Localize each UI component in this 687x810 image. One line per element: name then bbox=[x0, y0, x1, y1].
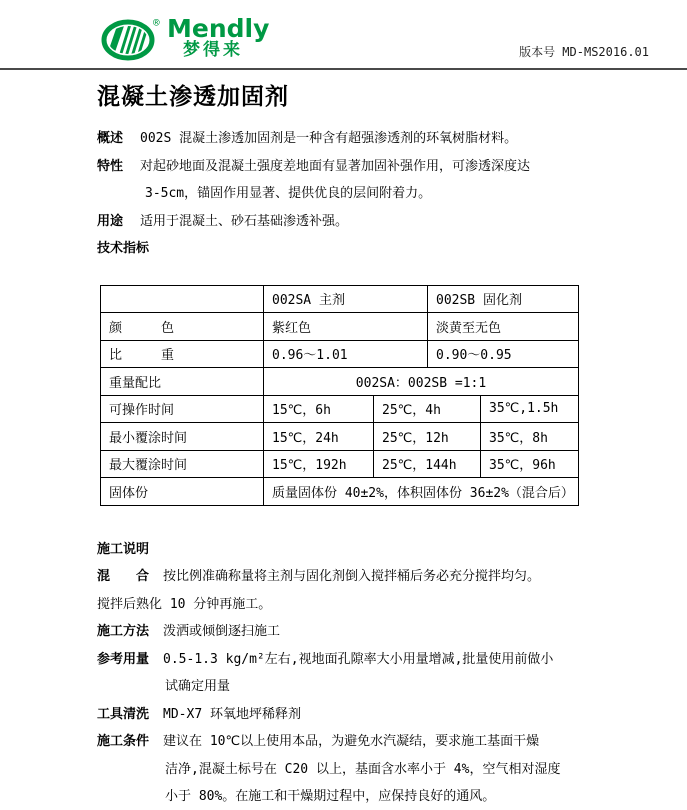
brand-logo bbox=[101, 15, 269, 63]
section-mixing bbox=[97, 563, 687, 591]
gravity-label: 比 重 bbox=[101, 340, 264, 368]
worktime-label: 可操作时间 bbox=[101, 395, 264, 423]
max-recoat-a: 15℃，192h bbox=[264, 450, 374, 478]
ratio-label: 重量配比 bbox=[101, 368, 264, 396]
min-recoat-b: 25℃，12h bbox=[374, 423, 481, 451]
cleaning-text: MD-X7 环氧地坪稀释剂 bbox=[163, 706, 301, 722]
features-label: 特性 bbox=[97, 158, 124, 174]
table-row-color bbox=[101, 313, 579, 341]
usage-label: 用途 bbox=[97, 213, 124, 229]
section-overview bbox=[97, 125, 687, 153]
conditions-text-line2: 洁净,混凝土标号在 C20 以上，基面含水率小于 4%，空气相对湿度 bbox=[165, 761, 561, 777]
overview-text: 002S 混凝土渗透加固剂是一种含有超强渗透剂的环氧树脂材料。 bbox=[140, 131, 518, 146]
method-label: 施工方法 bbox=[97, 624, 150, 639]
section-method bbox=[97, 618, 687, 646]
gravity-b: 0.90～0.95 bbox=[428, 340, 579, 368]
version-number: 版本号 MD-MS2016.01 bbox=[519, 45, 649, 59]
section-conditions bbox=[97, 728, 687, 756]
brand-text bbox=[167, 16, 269, 60]
section-cleaning bbox=[97, 701, 687, 729]
gravity-a: 0.96～1.01 bbox=[264, 340, 428, 368]
mixing-text-line1: 按比例准确称量将主剂与固化剂倒入搅拌桶后务必充分搅拌均匀。 bbox=[163, 569, 541, 584]
method-text: 泼洒或倾倒逐扫施工 bbox=[163, 624, 281, 639]
section-features bbox=[97, 153, 687, 181]
conditions-text-line3: 小于 80%。在施工和干燥期过程中，应保持良好的通风。 bbox=[165, 789, 496, 804]
section-dosage bbox=[97, 646, 687, 674]
max-recoat-b: 25℃，144h bbox=[374, 450, 481, 478]
overview-label: 概述 bbox=[97, 131, 124, 146]
mixing-text-line2: 搅拌后熟化 10 分钟再施工。 bbox=[97, 596, 272, 612]
table-row-header bbox=[101, 285, 579, 313]
solids-value: 质量固体份 40±2%，体积固体份 36±2%（混合后） bbox=[264, 478, 579, 506]
min-recoat-a: 15℃，24h bbox=[264, 423, 374, 451]
table-row-ratio bbox=[101, 368, 579, 396]
cleaning-label: 工具清洗 bbox=[97, 706, 150, 722]
brand-chinese-name: 梦得来 bbox=[183, 40, 243, 60]
color-a: 紫红色 bbox=[264, 313, 428, 341]
conditions-text-line1: 建议在 10℃以上使用本品，为避免水汽凝结，要求施工基面干燥 bbox=[163, 734, 540, 749]
table-row-solids bbox=[101, 478, 579, 506]
worktime-b: 25℃，4h bbox=[374, 395, 481, 423]
dosage-text-line1: 0.5-1.3 kg/m²左右,视地面孔隙率大小用量增减,批量使用前做小 bbox=[163, 651, 554, 667]
dosage-label: 参考用量 bbox=[97, 651, 150, 667]
registered-mark: ® bbox=[153, 16, 160, 29]
worktime-c: 35℃,1.5h bbox=[481, 395, 579, 423]
header-empty-cell bbox=[101, 285, 264, 313]
mendly-ellipse-logo-icon bbox=[101, 15, 163, 63]
features-text-line2: 3-5cm，锚固作用显著、提供优良的层间附着力。 bbox=[145, 186, 432, 201]
max-recoat-c: 35℃，96h bbox=[481, 450, 579, 478]
tech-indicators-heading: 技术指标 bbox=[97, 241, 150, 256]
features-text-line1: 对起砂地面及混凝土强度差地面有显著加固补强作用，可渗透深度达 bbox=[140, 158, 531, 174]
page-title: 混凝土渗透加固剂 bbox=[97, 84, 289, 110]
max-recoat-label: 最大覆涂时间 bbox=[101, 450, 264, 478]
color-b: 淡黄至无色 bbox=[428, 313, 579, 341]
header-curing-agent: 002SB 固化剂 bbox=[428, 285, 579, 313]
construction-heading: 施工说明 bbox=[97, 541, 150, 557]
construction-sections bbox=[97, 536, 687, 810]
table-row-max-recoat bbox=[101, 450, 579, 478]
usage-text: 适用于混凝土、砂石基础渗透补强。 bbox=[140, 213, 349, 229]
technical-spec-table bbox=[100, 285, 579, 506]
min-recoat-label: 最小覆涂时间 bbox=[101, 423, 264, 451]
table-row-worktime bbox=[101, 395, 579, 423]
table-row-gravity bbox=[101, 340, 579, 368]
mixing-label: 混 合 bbox=[97, 569, 150, 584]
table-row-min-recoat bbox=[101, 423, 579, 451]
conditions-label: 施工条件 bbox=[97, 734, 150, 749]
min-recoat-c: 35℃，8h bbox=[481, 423, 579, 451]
intro-sections bbox=[97, 125, 687, 263]
ratio-value: 002SA：002SB =1:1 bbox=[264, 368, 579, 396]
document-content bbox=[0, 70, 687, 810]
solids-label: 固体份 bbox=[101, 478, 264, 506]
page-header bbox=[0, 0, 687, 70]
section-usage bbox=[97, 208, 687, 236]
brand-name: Mendly bbox=[167, 14, 270, 43]
color-label: 颜 色 bbox=[101, 313, 264, 341]
dosage-text-line2: 试确定用量 bbox=[165, 679, 231, 694]
header-main-agent: 002SA 主剂 bbox=[264, 285, 428, 313]
worktime-a: 15℃，6h bbox=[264, 395, 374, 423]
